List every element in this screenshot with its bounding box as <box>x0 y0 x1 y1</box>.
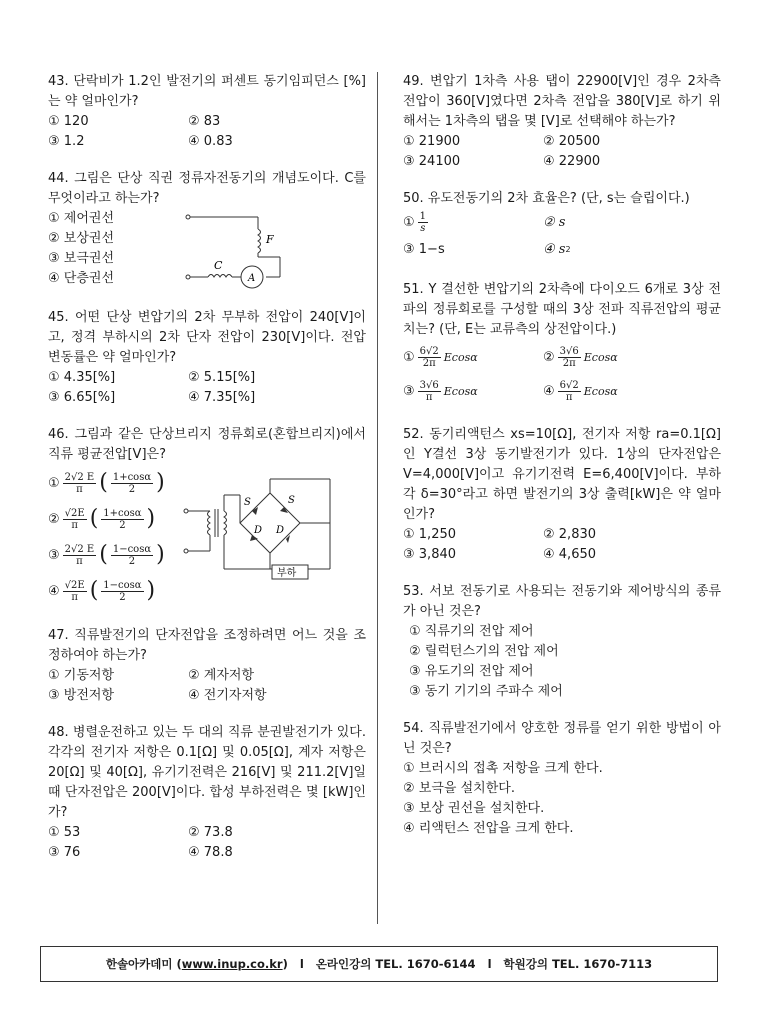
label-f: F <box>266 233 274 246</box>
option-4[interactable]: ④ 전기자저항 <box>188 688 267 703</box>
option-3[interactable]: ③ 6.65[%] <box>48 390 116 405</box>
question-52 <box>403 425 721 565</box>
option-4[interactable]: ④ s 2 <box>543 242 571 257</box>
answer-options <box>48 823 366 863</box>
label-load: 부하 <box>277 568 297 579</box>
question-stem: 50. 유도전동기의 2차 효율은? (단, s는 슬립이다.) <box>403 191 690 206</box>
question-43 <box>48 72 366 152</box>
footer-separator: l <box>487 957 492 971</box>
option-1[interactable]: ① $\frac{2√2 E}{\pi}$ ( $\frac{1+\cos\alpha}{2}$ ) <box>48 470 165 495</box>
option-2[interactable]: ② 5.15[%] <box>188 370 256 385</box>
question-stem: 45. 어떤 단상 변압기의 2차 무부하 전압이 240[V]이고, 정격 부하시의 2차 단자 전압이 230[V]이다. 전압 변동률은 약 얼마인가? <box>48 310 366 365</box>
option-number: ① <box>48 475 60 491</box>
footer-academy-phone: 학원강의 TEL. 1670-7113 <box>503 957 653 971</box>
label-a: A <box>248 273 256 284</box>
option-2[interactable]: ② 83 <box>188 114 221 129</box>
answer-options <box>403 132 721 172</box>
question-stem: 44. 그림은 단상 직권 정류자전동기의 개념도이다. C를 무엇이라고 하는가? <box>48 171 366 206</box>
left-column <box>48 72 366 880</box>
option-2[interactable]: ② 계자저항 <box>188 668 255 683</box>
question-stem: 53. 서보 전동기로 사용되는 전동기와 제어방식의 종류가 아닌 것은? <box>403 584 721 619</box>
question-stem: 51. Y 결선한 변압기의 2차측에 다이오드 6개로 3상 전파의 정류회로를 구성할 때의 3상 전파 직류전압의 평균치는? (단, E는 교류측의 상전압이다.) <box>403 282 721 337</box>
footer-paren: ) <box>282 957 288 971</box>
option-4[interactable]: ④ $\frac{6√2}{\pi}$ Ecosα <box>543 379 618 403</box>
option-2[interactable]: ② 73.8 <box>188 825 233 840</box>
option-3[interactable]: ③ 보극권선 <box>48 251 115 266</box>
right-column <box>403 72 721 856</box>
coefficient-fraction: $\frac{√2E}{\pi}$ <box>64 507 85 531</box>
option-3[interactable]: ③ 유도기의 전압 제어 <box>409 664 534 679</box>
coefficient-fraction: $\frac{2√2 E}{\pi}$ <box>64 471 95 495</box>
option-number: ① <box>403 215 415 230</box>
option-3[interactable]: ③ 보상 권선을 설치한다. <box>403 801 545 816</box>
question-stem: 48. 병렬운전하고 있는 두 대의 직류 분권발전기가 있다. 각각의 전기자 저항은 0.1[Ω] 및 0.05[Ω], 계자 저항은 20[Ω] 및 40[Ω], 유기기전력은 216[V] 및 211.2[V]일 때 단자전압은 200[V]이다. 합성 부하전력은 몇 [kW]인가? <box>48 725 366 820</box>
option-4[interactable]: ④ 0.83 <box>188 134 233 149</box>
bridge-rectifier-diagram <box>180 473 366 591</box>
question-54 <box>403 719 721 839</box>
option-4[interactable]: ④ 22900 <box>543 154 601 169</box>
question-stem: 54. 직류발전기에서 양호한 정류를 얻기 위한 방법이 아닌 것은? <box>403 721 721 756</box>
question-45 <box>48 308 366 408</box>
option-1[interactable]: ① 브러시의 접촉 저항을 크게 한다. <box>403 761 603 776</box>
answer-options <box>403 340 721 408</box>
question-stem: 43. 단락비가 1.2인 발전기의 퍼센트 동기임피던스 [%]는 약 얼마인가? <box>48 74 366 109</box>
option-2[interactable]: ② s <box>543 215 566 230</box>
label-d2: D <box>276 525 285 536</box>
label-s2: S <box>288 495 295 506</box>
option-1[interactable]: ① 기동저항 <box>48 668 115 683</box>
footer-website-link[interactable]: www.inup.co.kr <box>181 957 283 971</box>
question-53 <box>403 582 721 702</box>
option-2[interactable]: ② $\frac{√2E}{\pi}$ ( $\frac{1+\cos\alpha}{2}$ ) <box>48 506 156 531</box>
question-48 <box>48 723 366 863</box>
footer-online-phone: 온라인강의 TEL. 1670-6144 <box>315 957 476 971</box>
option-1[interactable]: ① 120 <box>48 114 89 129</box>
option-1[interactable]: ① 21900 <box>403 134 461 149</box>
footer-separator: l <box>299 957 304 971</box>
question-47 <box>48 626 366 706</box>
coefficient-fraction: $\frac{2√2 E}{\pi}$ <box>64 543 95 567</box>
option-4[interactable]: ④ 78.8 <box>188 845 233 860</box>
column-divider <box>377 72 378 924</box>
option-4[interactable]: ④ $\frac{√2E}{\pi}$ ( $\frac{1-\cos\alpha}{2}$ ) <box>48 578 156 603</box>
option-3[interactable]: ③ 76 <box>48 845 81 860</box>
option-2[interactable]: ② 보극을 설치한다. <box>403 781 515 796</box>
label-d1: D <box>254 525 263 536</box>
option-1[interactable]: ① 53 <box>48 825 81 840</box>
option-3[interactable]: ③ 24100 <box>403 154 461 169</box>
option-1[interactable]: ① 직류기의 전압 제어 <box>409 624 534 639</box>
option-2[interactable]: ② 2,830 <box>543 527 597 542</box>
option-3[interactable]: ③ $\frac{2√2 E}{\pi}$ ( $\frac{1-\cos\alpha}{2}$ ) <box>48 542 165 567</box>
question-50 <box>403 189 721 263</box>
question-51 <box>403 280 721 408</box>
question-stem: 47. 직류발전기의 단자전압을 조정하려면 어느 것을 조정하여야 하는가? <box>48 628 366 663</box>
answer-options <box>48 112 366 152</box>
option-1[interactable]: ① 1,250 <box>403 527 457 542</box>
option-2[interactable]: ② 릴럭턴스기의 전압 제어 <box>409 644 559 659</box>
answer-options <box>48 368 366 408</box>
label-s1: S <box>244 497 251 508</box>
option-2[interactable]: ② 20500 <box>543 134 601 149</box>
option-2[interactable]: ② $\frac{3√6}{2\pi}$ Ecosα <box>543 345 618 369</box>
footer-brand: 한솔아카데미 ( <box>105 957 182 971</box>
coefficient-fraction: $\frac{√2E}{\pi}$ <box>64 579 85 603</box>
option-3[interactable]: ③ $\frac{3√6}{\pi}$ Ecosα <box>403 379 478 403</box>
option-number: ③ <box>48 547 60 563</box>
option-1[interactable]: ① 제어권선 <box>48 211 115 226</box>
option-1[interactable]: ① $\frac{1}{s}$ <box>403 211 427 234</box>
option-1[interactable]: ① 4.35[%] <box>48 370 116 385</box>
question-46 <box>48 425 366 609</box>
answer-options <box>403 525 721 565</box>
question-49 <box>403 72 721 172</box>
series-motor-diagram <box>180 209 300 289</box>
option-number: ④ <box>48 583 60 599</box>
option-3[interactable]: ③ 1−s <box>403 242 445 257</box>
option-3[interactable]: ③ 방전저항 <box>48 688 115 703</box>
option-2[interactable]: ② 보상권선 <box>48 231 115 246</box>
option-4[interactable]: ④ 7.35[%] <box>188 390 256 405</box>
question-stem: 52. 동기리액턴스 xs=10[Ω], 전기자 저항 ra=0.1[Ω]인 Y결선 3상 동기발전기가 있다. 1상의 단자전압은 V=4,000[V]이고 유기기전력 E=6,400[V]이다. 부하각 δ=30°라고 하면 발전기의 3상 출력[kW]은 약 얼마인가? <box>403 427 721 522</box>
question-stem: 46. 그림과 같은 단상브리지 정류회로(혼합브리지)에서 직류 평균전압[V]은? <box>48 427 366 462</box>
question-stem: 49. 변압기 1차측 사용 탭이 22900[V]인 경우 2차측 전압이 360[V]였다면 2차측 전압을 380[V]로 하기 위해서는 1차측의 탭을 몇 [V]로 선택해야 하는가? <box>403 74 721 129</box>
option-3[interactable]: ③ 3,840 <box>403 547 457 562</box>
answer-options <box>403 622 721 702</box>
option-4[interactable]: ④ 4,650 <box>543 547 597 562</box>
option-4[interactable]: ④ 리액턴스 전압을 크게 한다. <box>403 821 574 836</box>
option-4[interactable]: ④ 단층권선 <box>48 271 115 286</box>
option-3[interactable]: ③ 1.2 <box>48 134 85 149</box>
option-4[interactable]: ③ 동기 기기의 주파수 제어 <box>409 684 563 699</box>
answer-options <box>48 209 114 289</box>
option-number: ② <box>48 511 60 527</box>
answer-options <box>48 666 366 706</box>
label-c: C <box>214 259 223 272</box>
question-44 <box>48 169 366 291</box>
option-1[interactable]: ① $\frac{6√2}{2\pi}$ Ecosα <box>403 345 478 369</box>
answer-options <box>403 209 721 263</box>
answer-options <box>403 759 721 839</box>
page-footer <box>40 946 718 982</box>
